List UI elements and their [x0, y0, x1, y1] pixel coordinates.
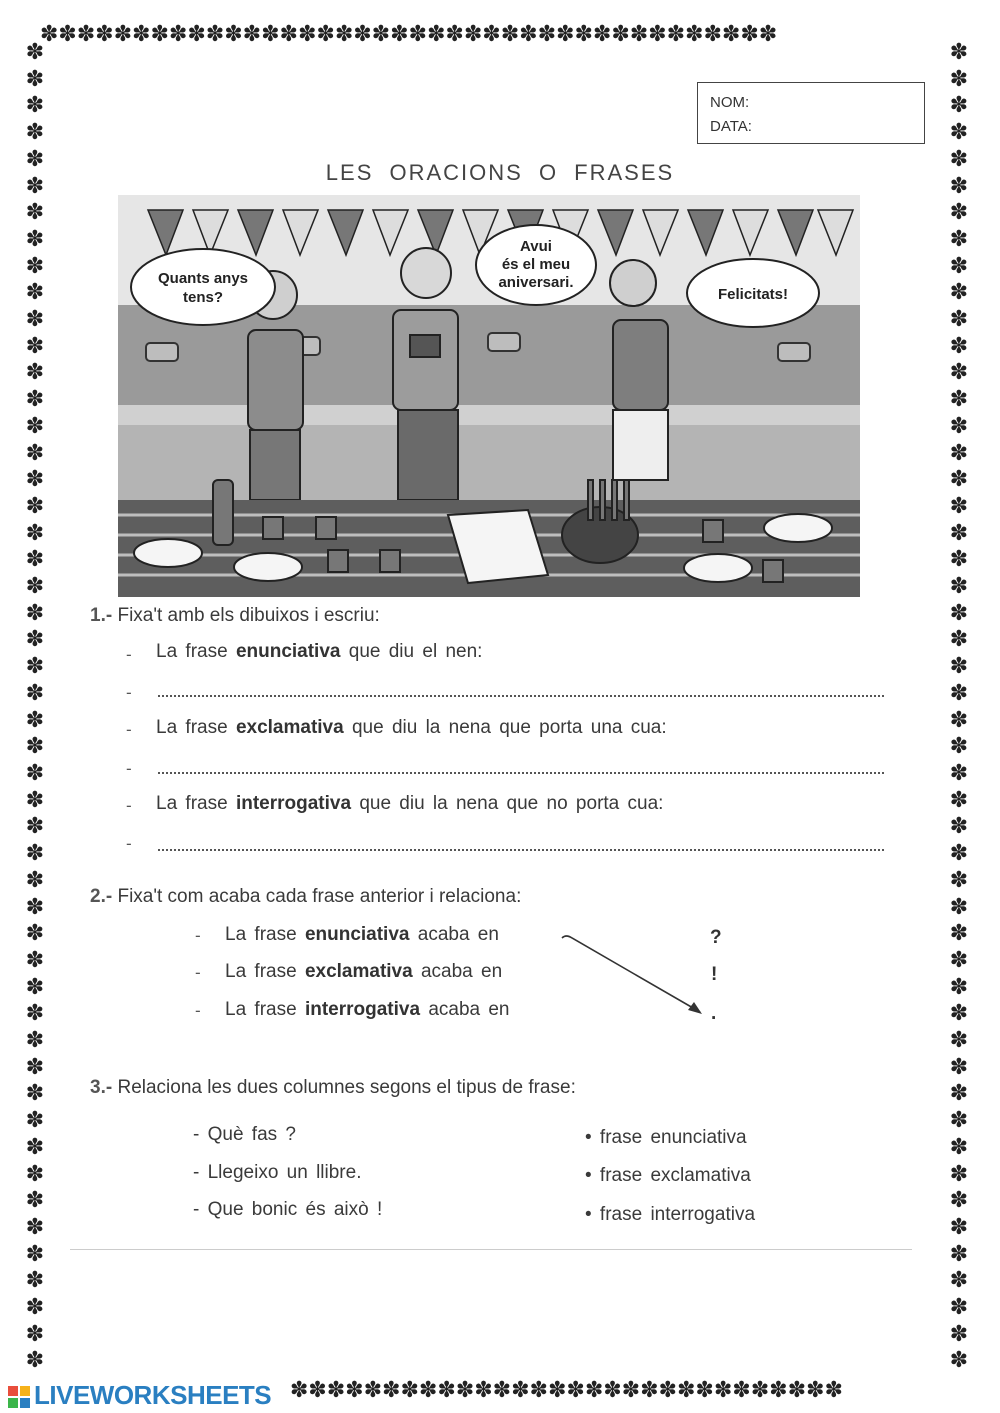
- ex2-example-arrow: [560, 930, 710, 1020]
- ex1-heading: [90, 605, 380, 627]
- ex1-answer-field-3[interactable]: [158, 849, 884, 851]
- bubble-girl-left-line1: Quants anys: [157, 270, 249, 287]
- bubble-boy-line3: aniversari.: [498, 274, 574, 291]
- ex3-left-item-1[interactable]: - Què fas ?: [193, 1124, 296, 1145]
- border-bottom: ✽✽✽✽✽✽✽✽✽✽✽✽✽✽✽✽✽✽✽✽✽✽✽✽✽✽✽✽✽✽: [290, 1378, 844, 1403]
- data-label: DATA:: [710, 118, 752, 135]
- bubble-boy-line2: és el meu: [501, 256, 571, 273]
- ex1-item-1: La frase enunciativa que diu el nen:: [156, 641, 483, 662]
- name-date-box: [697, 82, 925, 144]
- party-illustration: [118, 195, 860, 597]
- border-left: ✽ ✽ ✽ ✽ ✽ ✽ ✽ ✽ ✽ ✽ ✽ ✽ ✽ ✽ ✽ ✽ ✽ ✽ ✽ ✽ ✽ ✽ ✽ ✽ ✽ ✽ ✽ ✽ ✽ ✽ ✽ ✽ ✽ ✽ ✽ ✽ ✽ ✽ ✽ ✽ ✽ ✽ ✽ ✽ ✽ ✽ ✽ ✽ ✽ ✽: [25, 40, 45, 1374]
- bubble-girl-left-line2: tens?: [182, 289, 224, 306]
- liveworksheets-logo-text[interactable]: LIVEWORKSHEETS: [34, 1380, 272, 1410]
- bubble-girl-right: Felicitats!: [717, 286, 789, 303]
- ex2-instruction: Fixa't com acaba cada frase anterior i relaciona:: [117, 886, 522, 907]
- ex1-answer-field-2[interactable]: [158, 772, 884, 774]
- liveworksheets-logo-icon: [8, 1386, 30, 1408]
- border-top: ✽✽✽✽✽✽✽✽✽✽✽✽✽✽✽✽✽✽✽✽✽✽✽✽✽✽✽✽✽✽✽✽✽✽✽✽✽✽✽✽: [40, 22, 778, 47]
- ex3-right-item-1[interactable]: • frase enunciativa: [585, 1127, 747, 1148]
- ex3-instruction: Relaciona les dues columnes segons el tipus de frase:: [117, 1077, 576, 1098]
- ex3-right-item-3[interactable]: • frase interrogativa: [585, 1204, 756, 1225]
- ex1-item-2: La frase exclamativa que diu la nena que porta una cua:: [156, 717, 667, 738]
- ex2-symbol-exclamation[interactable]: !: [711, 964, 718, 985]
- ex3-right-item-2[interactable]: • frase exclamativa: [585, 1165, 751, 1186]
- nom-label: NOM:: [710, 94, 750, 111]
- ex2-symbol-question[interactable]: ?: [710, 927, 722, 948]
- ex2-number: 2.-: [90, 886, 113, 907]
- ex2-item-2: La frase exclamativa acaba en: [225, 961, 503, 982]
- ex3-left-item-2[interactable]: - Llegeixo un llibre.: [193, 1162, 362, 1183]
- divider: [70, 1249, 912, 1250]
- ex3-left-item-3[interactable]: - Que bonic és això !: [193, 1199, 383, 1220]
- border-right: ✽ ✽ ✽ ✽ ✽ ✽ ✽ ✽ ✽ ✽ ✽ ✽ ✽ ✽ ✽ ✽ ✽ ✽ ✽ ✽ ✽ ✽ ✽ ✽ ✽ ✽ ✽ ✽ ✽ ✽ ✽ ✽ ✽ ✽ ✽ ✽ ✽ ✽ ✽ ✽ ✽ ✽ ✽ ✽ ✽ ✽ ✽ ✽ ✽ ✽: [949, 40, 969, 1374]
- ex3-number: 3.-: [90, 1077, 113, 1098]
- bubble-boy-line1: Avui: [520, 238, 552, 255]
- ex2-item-3: La frase interrogativa acaba en: [225, 999, 510, 1020]
- ex1-number: 1.-: [90, 605, 113, 626]
- ex2-heading: [90, 886, 521, 908]
- ex1-answer-field-1[interactable]: [158, 695, 884, 697]
- ex2-symbol-period[interactable]: .: [711, 1003, 717, 1024]
- ex1-instruction: Fixa't amb els dibuixos i escriu:: [117, 605, 380, 626]
- page-title: LES ORACIONS O FRASES: [325, 160, 675, 185]
- ex1-item-3: La frase interrogativa que diu la nena que no porta cua:: [156, 793, 664, 814]
- ex3-heading: [90, 1077, 576, 1099]
- ex2-item-1: La frase enunciativa acaba en: [225, 924, 499, 945]
